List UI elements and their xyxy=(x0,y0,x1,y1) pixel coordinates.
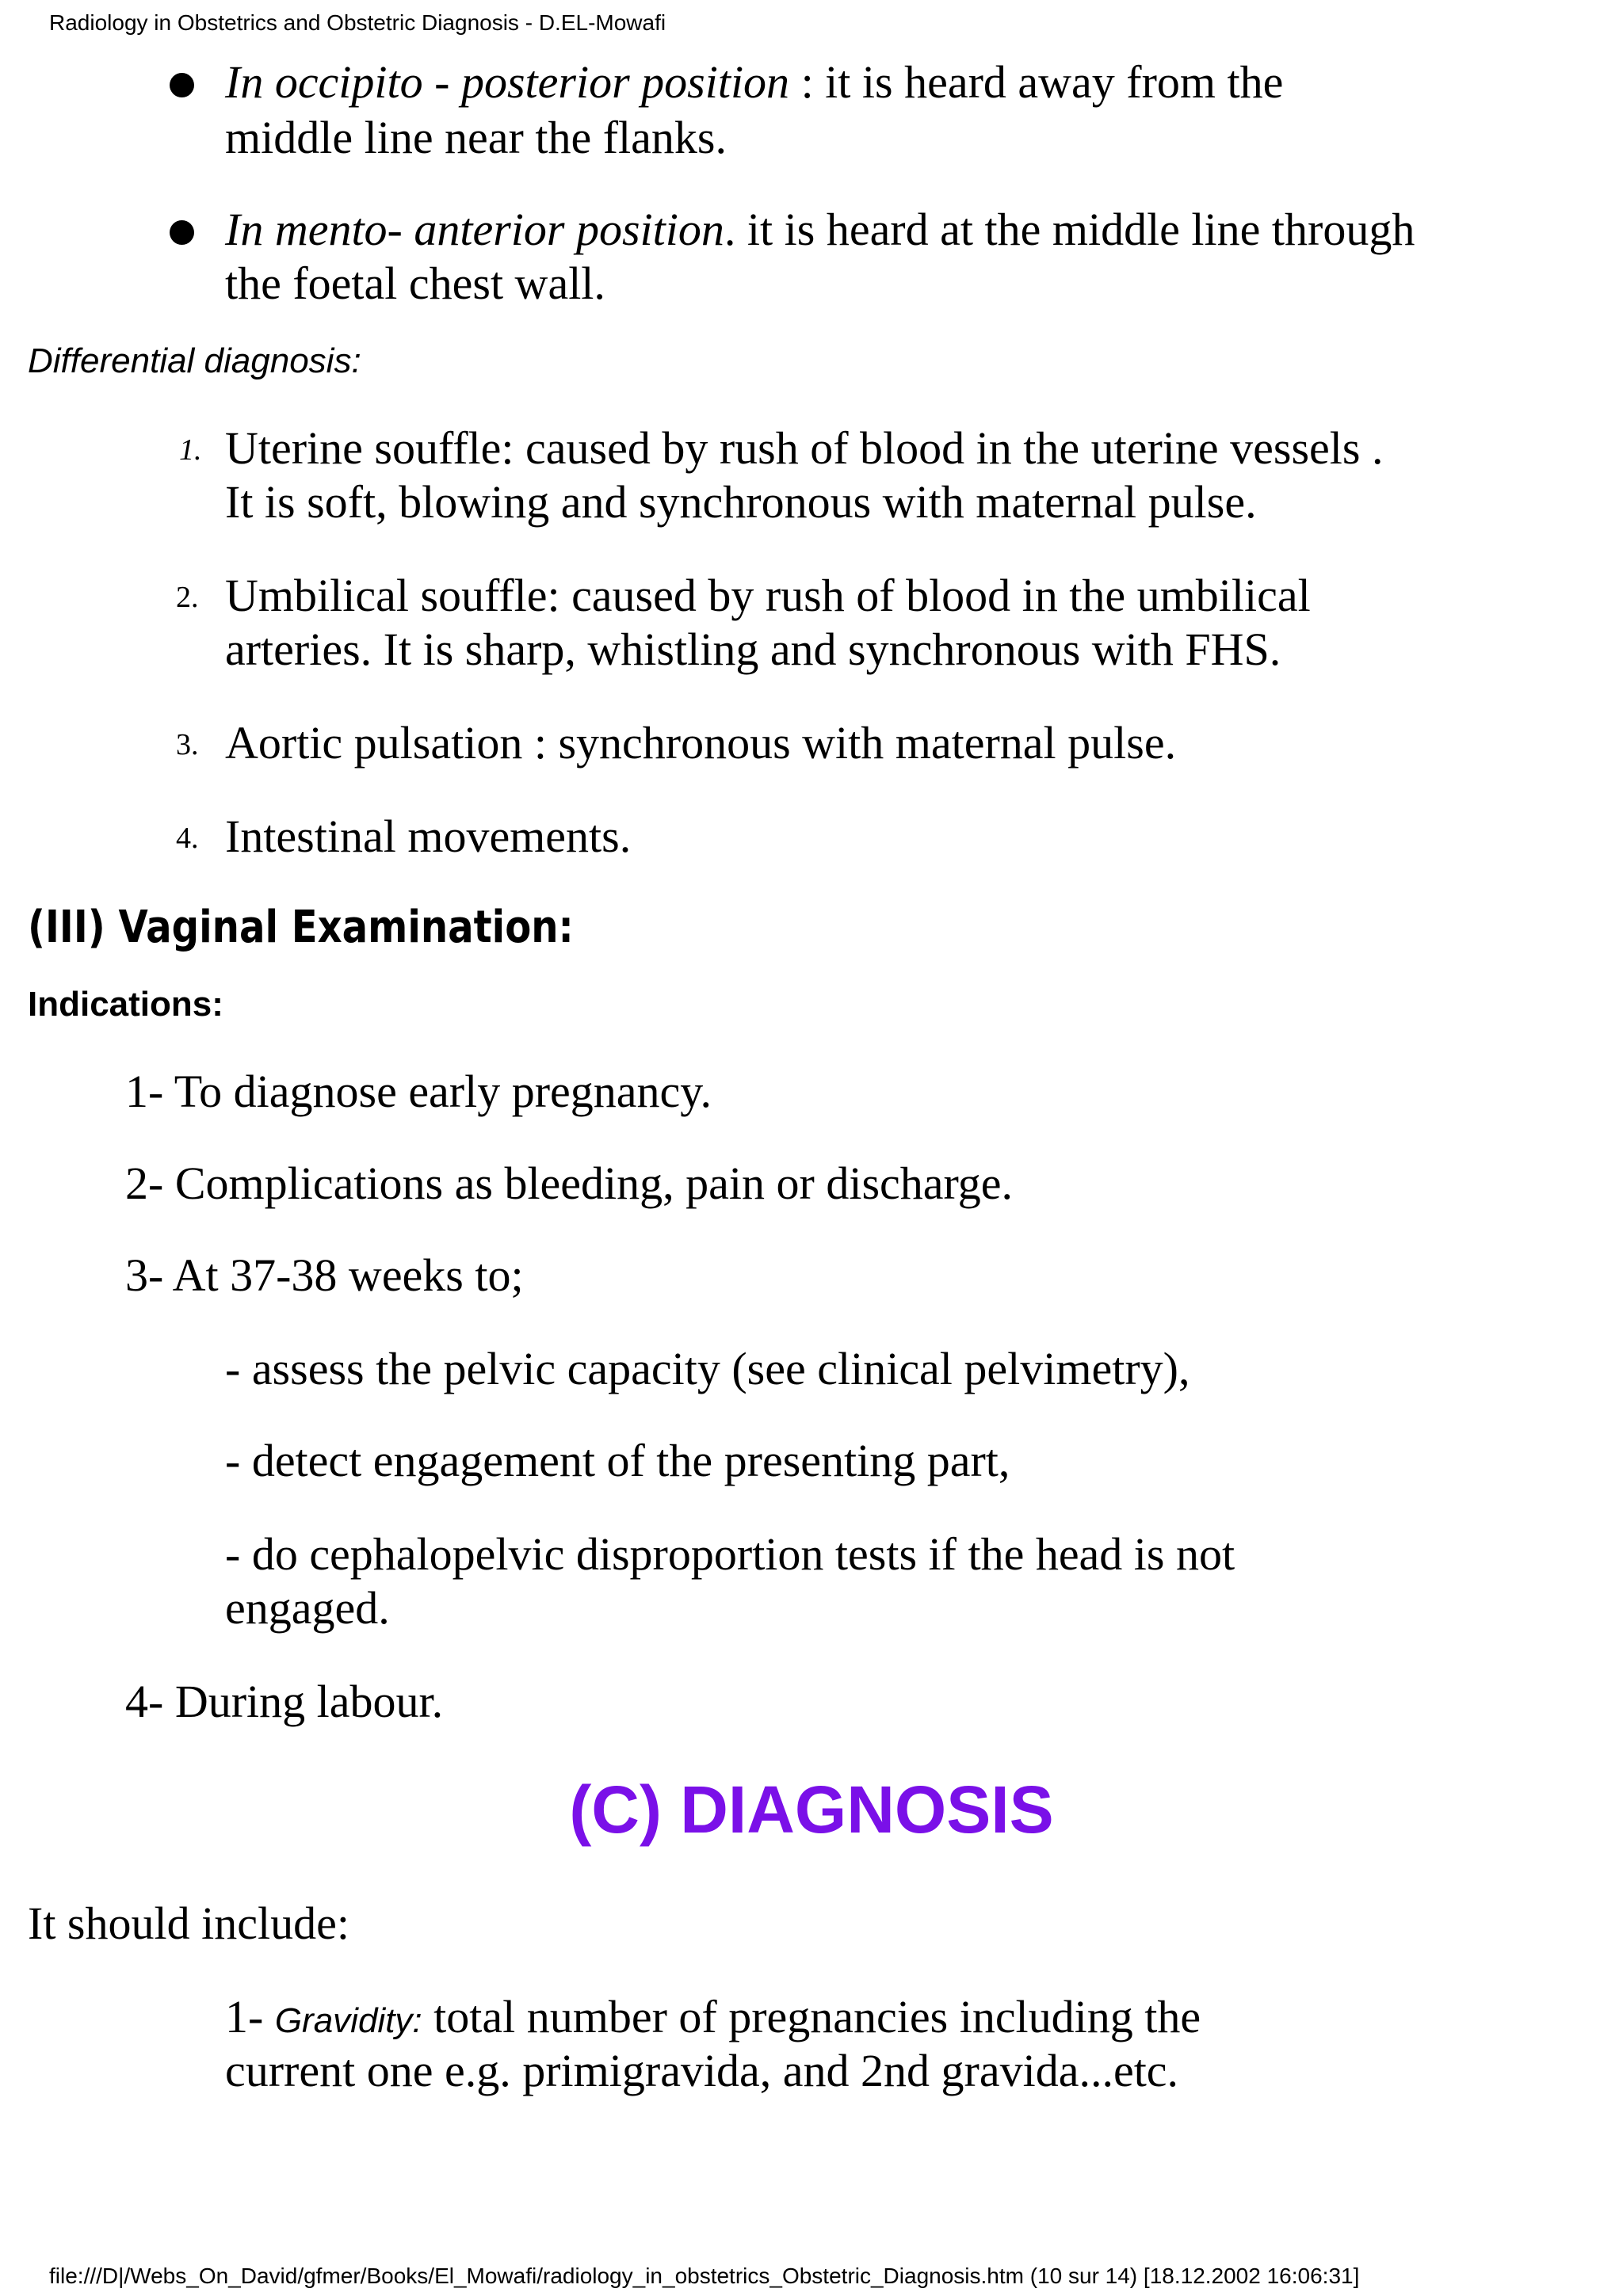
bullet-dot xyxy=(170,73,194,97)
diagnosis-item-number: 1- xyxy=(225,1991,275,2042)
indication-subitem: - detect engagement of the presenting part, xyxy=(225,1435,1010,1486)
bullet-text: : it is heard away from the xyxy=(789,56,1284,108)
list-item-line-continued: arteries. It is sharp, whistling and synchronous with FHS. xyxy=(225,624,1281,675)
indication-item: 2- Complications as bleeding, pain or discharge. xyxy=(125,1158,1014,1209)
section-heading: (III) Vaginal Examination: xyxy=(28,902,574,953)
bullet-line xyxy=(225,203,1415,257)
bullet-italic-term: In occipito - posterior position xyxy=(225,56,790,108)
list-number: 3. xyxy=(176,728,199,761)
indication-item: 4- During labour. xyxy=(125,1676,444,1727)
indication-item: 3- At 37-38 weeks to; xyxy=(125,1249,524,1301)
differential-diagnosis-heading: Differential diagnosis: xyxy=(28,341,361,380)
bullet-line xyxy=(225,55,1283,109)
list-item-line: Uterine souffle: caused by rush of blood in the uterine vessels . xyxy=(225,422,1384,474)
list-number: 1. xyxy=(179,433,202,467)
list-item-line: Umbilical souffle: caused by rush of blood in the umbilical xyxy=(225,570,1311,621)
diagnosis-item-line xyxy=(225,1990,1201,2048)
list-item-line: Aortic pulsation : synchronous with maternal pulse. xyxy=(225,717,1177,769)
page-header-title: Radiology in Obstetrics and Obstetric Diagnosis - D.EL-Mowafi xyxy=(49,10,666,35)
bullet-italic-term: In mento- anterior position xyxy=(225,204,724,255)
bullet-line-continued: the foetal chest wall. xyxy=(225,257,605,309)
diagnosis-item-text: total number of pregnancies including the xyxy=(422,1991,1201,2042)
indication-subitem: - assess the pelvic capacity (see clinical pelvimetry), xyxy=(225,1343,1190,1394)
diagnosis-intro: It should include: xyxy=(28,1897,349,1949)
indication-subitem-continued: engaged. xyxy=(225,1582,390,1634)
indication-subitem: - do cephalopelvic disproportion tests if the head is not xyxy=(225,1528,1235,1580)
list-item-line-continued: It is soft, blowing and synchronous with maternal pulse. xyxy=(225,476,1257,528)
diagnosis-item-term: Gravidity: xyxy=(274,2001,422,2040)
page-footer-path: file:///D|/Webs_On_David/gfmer/Books/El_Mowafi/radiology_in_obstetrics_Obstetric_Diagnosis.htm (10 sur 14) [18.12.2002 16:06:31] xyxy=(49,2264,1360,2288)
bullet-dot xyxy=(170,220,194,245)
bullet-line-continued: middle line near the flanks. xyxy=(225,112,727,163)
list-item-line: Intestinal movements. xyxy=(225,810,632,862)
list-number: 4. xyxy=(176,822,199,855)
diagnosis-heading: (C) DIAGNOSIS xyxy=(569,1772,1054,1847)
indication-item: 1- To diagnose early pregnancy. xyxy=(125,1066,712,1117)
diagnosis-item-line-continued: current one e.g. primigravida, and 2nd gravida...etc. xyxy=(225,2045,1179,2096)
list-number: 2. xyxy=(176,581,199,614)
bullet-text: . it is heard at the middle line through xyxy=(724,204,1415,255)
indications-label: Indications: xyxy=(28,985,223,1024)
